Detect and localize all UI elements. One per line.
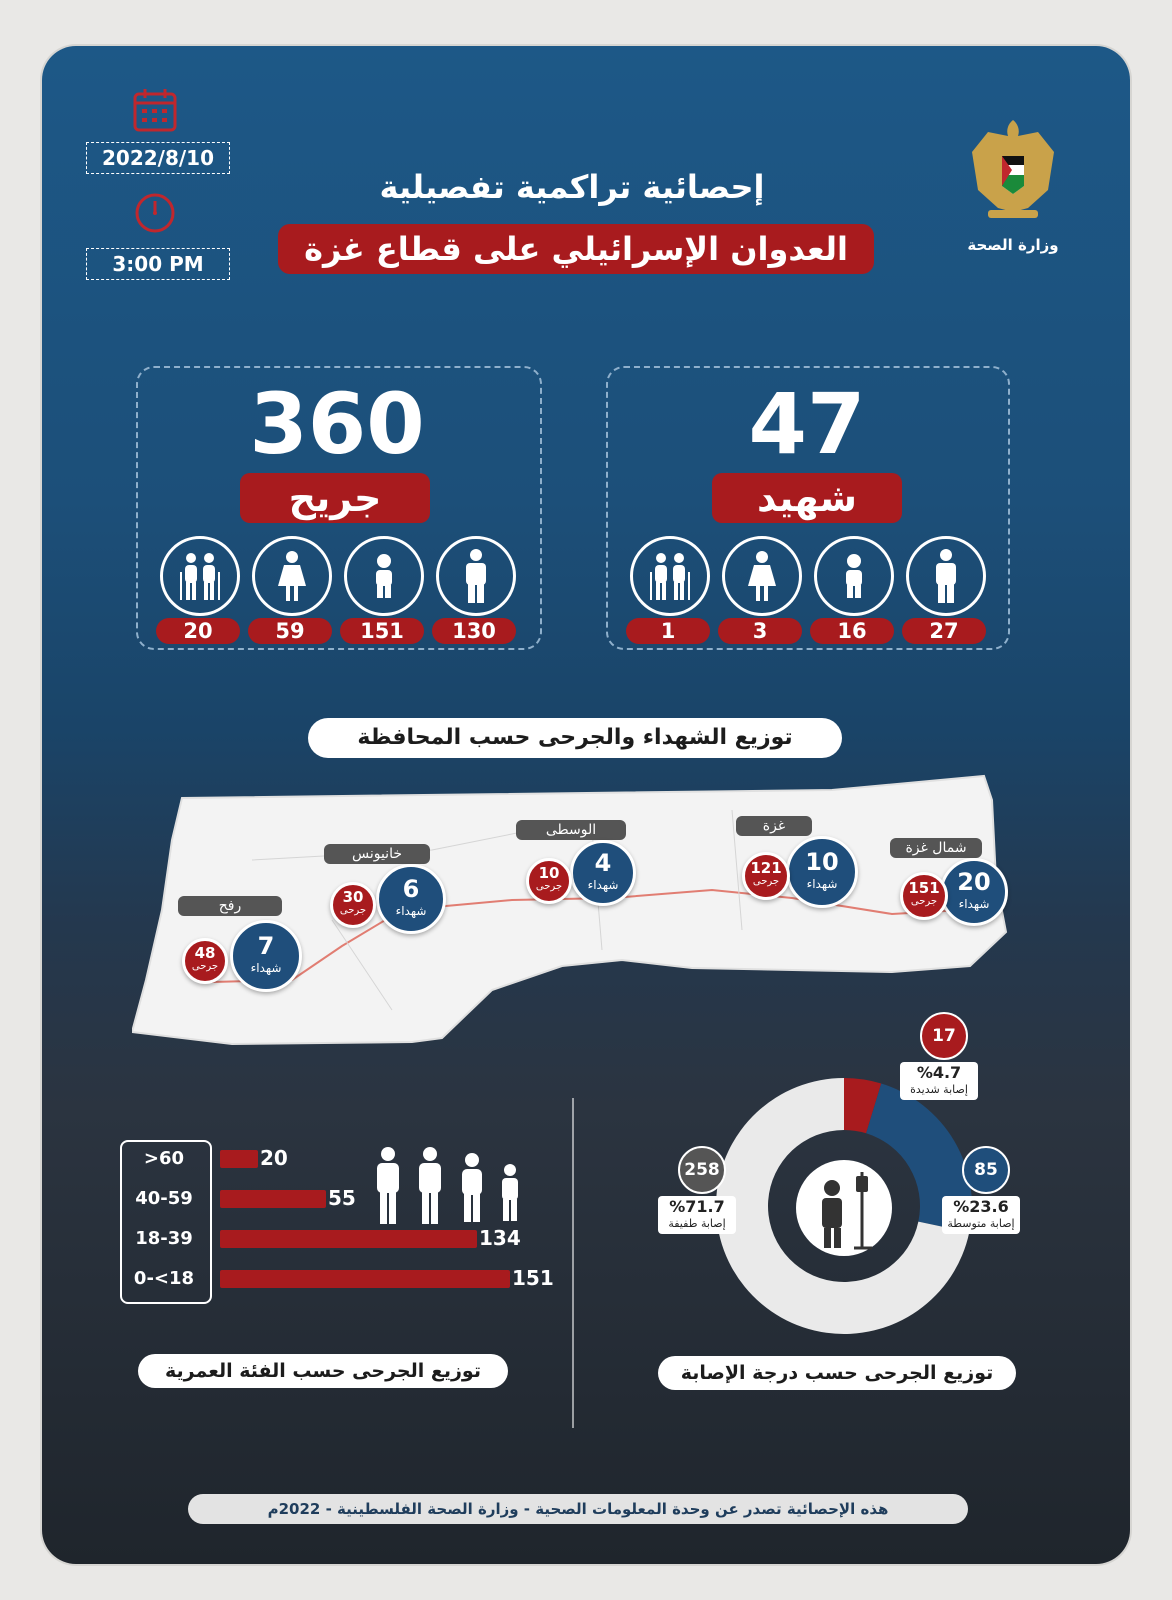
north-gaza-injured-value: 151	[908, 879, 940, 897]
north-gaza-martyrs-label: شهداء	[958, 897, 990, 911]
rafah-martyrs	[230, 920, 302, 992]
north-gaza-martyrs	[940, 858, 1008, 926]
ministry-emblem-icon	[968, 112, 1058, 222]
khan-younis-injured	[330, 882, 376, 928]
injured-women-count: 59	[248, 618, 332, 644]
woman-icon	[722, 536, 802, 616]
injured-men-count: 130	[432, 618, 516, 644]
age-category-label: 0-<18	[133, 1268, 195, 1289]
ministry-name: وزارة الصحة	[967, 236, 1059, 254]
middle-martyrs	[570, 840, 636, 906]
gaza-martyrs	[786, 836, 858, 908]
rafah-injured-label: جرحى	[191, 961, 219, 972]
date-text: 2022/8/10	[86, 142, 230, 174]
mild-label: إصابة طفيفة	[668, 1217, 726, 1230]
khan-younis-martyrs-value: 6	[402, 875, 420, 903]
khan-younis-martyrs	[376, 864, 446, 934]
injured-total: 360	[249, 375, 425, 473]
middle-injured-label: جرحى	[535, 881, 563, 892]
martyrs-elderly-count: 1	[626, 618, 710, 644]
elderly-icon	[630, 536, 710, 616]
age-bar	[220, 1150, 258, 1168]
calendar-icon	[132, 88, 178, 132]
gaza-injured	[742, 852, 790, 900]
moderate-label: إصابة متوسطة	[947, 1217, 1015, 1230]
child-icon	[814, 536, 894, 616]
gov-label-khan-younis: خانيونس	[324, 844, 430, 864]
family-icon	[372, 1146, 532, 1226]
age-bar	[220, 1270, 510, 1288]
man-icon	[906, 536, 986, 616]
gaza-martyrs-label: شهداء	[806, 877, 838, 891]
page-subtitle: العدوان الإسرائيلي على قطاع غزة	[278, 224, 874, 274]
severe-percent-box	[900, 1062, 978, 1100]
patient-iv-icon	[794, 1158, 894, 1258]
mild-count: 258	[678, 1146, 726, 1194]
clock-icon	[134, 192, 176, 234]
middle-martyrs-label: شهداء	[587, 878, 619, 892]
mild-percent-box	[658, 1196, 736, 1234]
middle-injured	[526, 858, 572, 904]
rafah-martyrs-value: 7	[257, 932, 275, 960]
khan-younis-injured-value: 30	[342, 888, 364, 906]
age-category-label: 18-39	[135, 1228, 193, 1249]
injured-children-count: 151	[340, 618, 424, 644]
gaza-injured-label: جرحى	[752, 876, 780, 887]
martyrs-total: 47	[748, 375, 866, 473]
rafah-injured	[182, 938, 228, 984]
map-section-title: توزيع الشهداء والجرحى حسب المحافظة	[308, 718, 842, 758]
martyrs-women-count: 3	[718, 618, 802, 644]
north-gaza-martyrs-value: 20	[957, 868, 991, 896]
middle-injured-value: 10	[538, 864, 560, 882]
page-title: إحصائية تراكمية تفصيلية	[379, 168, 765, 206]
age-category-label: >60	[143, 1148, 185, 1169]
age-bar-value: 55	[328, 1186, 356, 1210]
mild-percent: %71.7	[669, 1197, 725, 1216]
footer-note: هذه الإحصائية تصدر عن وحدة المعلومات الصحية - وزارة الصحة الفلسطينية - 2022م	[188, 1494, 968, 1524]
gaza-injured-value: 121	[750, 859, 782, 877]
martyrs-children-count: 16	[810, 618, 894, 644]
time-text: 3:00 PM	[86, 248, 230, 280]
gov-label-north-gaza: شمال غزة	[890, 838, 982, 858]
middle-martyrs-value: 4	[594, 849, 612, 877]
age-bar-value: 20	[260, 1146, 288, 1170]
north-gaza-injured-label: جرحى	[910, 896, 938, 907]
north-gaza-injured	[900, 872, 948, 920]
moderate-percent-box	[942, 1196, 1020, 1234]
severe-percent: %4.7	[916, 1063, 962, 1082]
moderate-percent: %23.6	[953, 1197, 1009, 1216]
infographic-card	[42, 46, 1130, 1564]
section-divider	[572, 1098, 574, 1428]
elderly-icon	[160, 536, 240, 616]
injured-elderly-count: 20	[156, 618, 240, 644]
martyrs-men-count: 27	[902, 618, 986, 644]
gov-label-rafah: رفح	[178, 896, 282, 916]
injured-label: جريح	[240, 473, 430, 523]
man-icon	[436, 536, 516, 616]
moderate-count: 85	[962, 1146, 1010, 1194]
khan-younis-injured-label: جرحى	[339, 905, 367, 916]
age-chart-title: توزيع الجرحى حسب الفئة العمرية	[138, 1354, 508, 1388]
khan-younis-martyrs-label: شهداء	[395, 904, 427, 918]
rafah-injured-value: 48	[194, 944, 216, 962]
age-bar	[220, 1190, 326, 1208]
rafah-martyrs-label: شهداء	[250, 961, 282, 975]
gov-label-gaza: غزة	[736, 816, 812, 836]
age-bar	[220, 1230, 477, 1248]
severe-count: 17	[920, 1012, 968, 1060]
age-bar-value: 151	[512, 1266, 554, 1290]
severe-label: إصابة شديدة	[910, 1083, 968, 1096]
age-bar-value: 134	[479, 1226, 521, 1250]
age-category-label: 40-59	[135, 1188, 193, 1209]
gov-label-middle: الوسطى	[516, 820, 626, 840]
martyrs-label: شهيد	[712, 473, 902, 523]
gaza-martyrs-value: 10	[805, 848, 839, 876]
woman-icon	[252, 536, 332, 616]
severity-chart-title: توزيع الجرحى حسب درجة الإصابة	[658, 1356, 1016, 1390]
child-icon	[344, 536, 424, 616]
